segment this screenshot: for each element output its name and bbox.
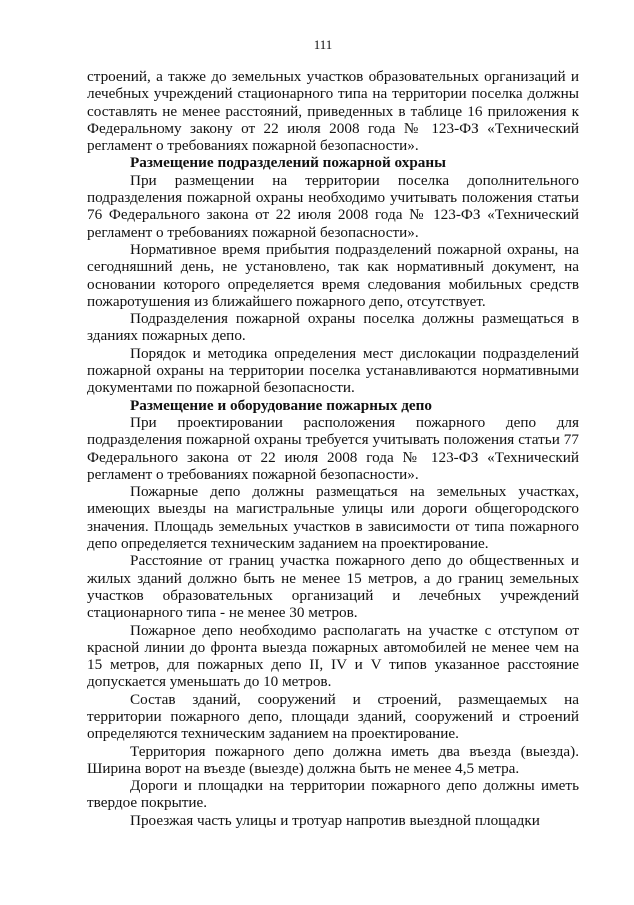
section-heading: Размещение подразделений пожарной охраны [130,154,447,172]
paragraph: Пожарные депо должны размещаться на земельных участках, имеющих выезды на магистральные улицы или дороги общегородского значения. Площадь земельных участков в зависимости от типа пожарного депо определяется техническим заданием на проектирование. [87,483,579,553]
paragraph: При размещении на территории поселка дополнительного подразделения пожарной охраны необходимо учитывать положения статьи 76 Федерального закона от 22 июля 2008 года № 123-ФЗ «Технический регламент о требованиях пожарной безопасности». [87,171,579,241]
paragraph: Подразделения пожарной охраны поселка должны размещаться в зданиях пожарных депо. [87,310,579,345]
text-body [87,68,579,829]
paragraph: Нормативное время прибытия подразделений пожарной охраны, на сегодняшний день, не установлено, так как нормативный документ, на основании которого определяется время следования мобильных средств пожаротушения из ближайшего пожарного депо, отсутствует. [87,240,579,310]
paragraph: строений, а также до земельных участков образовательных организаций и лечебных учреждений стационарного типа на территории поселка должны составлять не менее расстояний, приведенных в таблице 16 приложения к Федеральному закону от 22 июля 2008 года № 123-ФЗ «Технический регламент о требованиях пожарной безопасности». [87,68,579,155]
paragraph: При проектировании расположения пожарного депо для подразделения пожарной охраны требуется учитывать положения статьи 77 Федерального закона от 22 июля 2008 года № 123-ФЗ «Технический регламент о требованиях пожарной безопасности». [87,413,579,483]
paragraph: Порядок и методика определения мест дислокации подразделений пожарной охраны на территории поселка устанавливаются нормативными документами по пожарной безопасности. [87,344,579,397]
section-heading: Размещение и оборудование пожарных депо [130,396,432,414]
paragraph: Дороги и площадки на территории пожарного депо должны иметь твердое покрытие. [87,777,579,812]
paragraph: Проезжая часть улицы и тротуар напротив выездной площадки [130,811,540,829]
paragraph: Расстояние от границ участка пожарного депо до общественных и жилых зданий должно быть не менее 15 метров, а до границ земельных участков образовательных организаций и лечебных учреждений стационарного типа - не менее 30 метров. [87,552,579,622]
paragraph: Пожарное депо необходимо располагать на участке с отступом от красной линии до фронта выезда пожарных автомобилей не менее чем на 15 метров, для пожарных депо II, IV и V типов указанное расстояние допускается уменьшать до 10 метров. [87,621,579,691]
paragraph: Территория пожарного депо должна иметь два въезда (выезда). Ширина ворот на въезде (выезде) должна быть не менее 4,5 метра. [87,742,579,777]
paragraph: Состав зданий, сооружений и строений, размещаемых на территории пожарного депо, площади зданий, сооружений и строений определяются техническим заданием на проектирование. [87,690,579,743]
page-number: 111 [313,37,333,52]
